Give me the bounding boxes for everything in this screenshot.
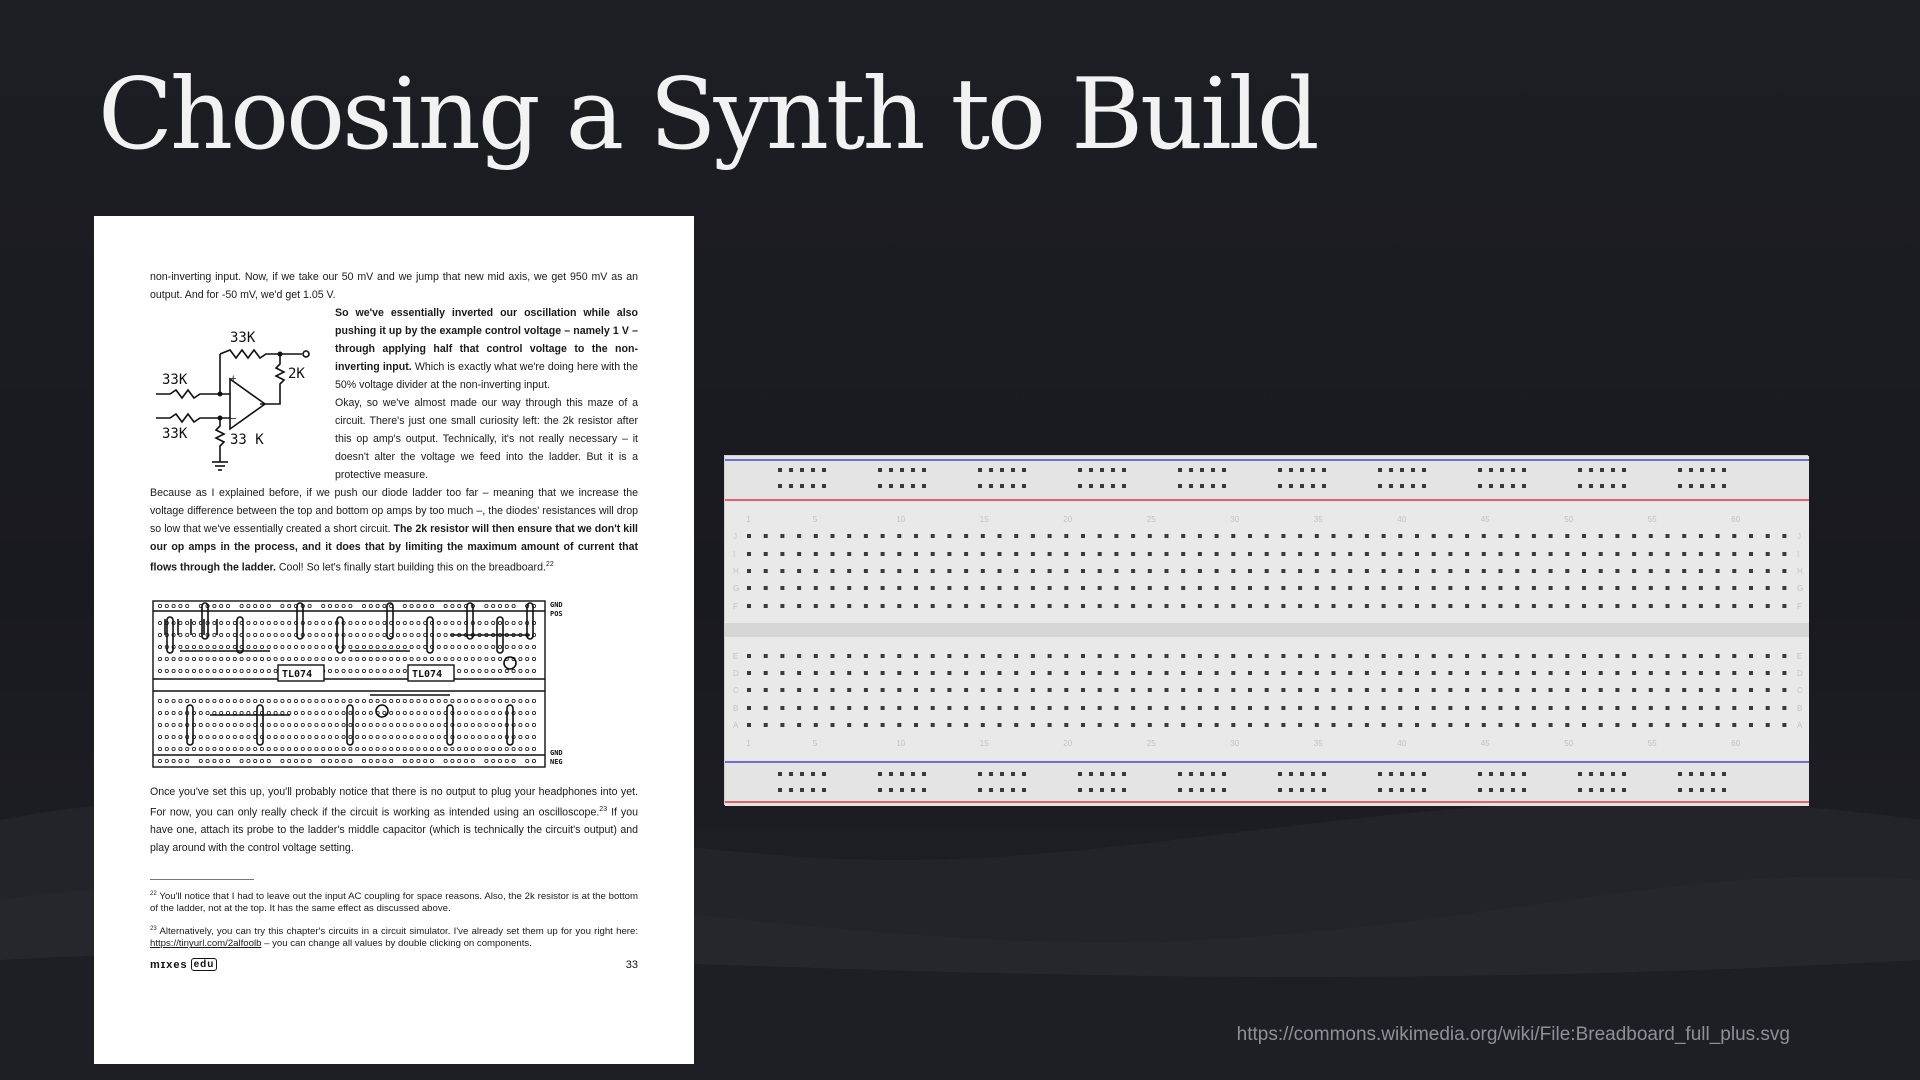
footnote-23: $^{23}$ Alternatively, you can try this chapter's circuits in a circuit simulator. I've already set them up for you right here: https://tinyurl.com/2alfoolb – you can change all values by double clicking on components. [150, 926, 638, 950]
column-number: 15 [979, 739, 989, 748]
simulator-link[interactable]: https://tinyurl.com/2alfoolb [150, 938, 262, 950]
footnote-22: $^{22}$ You'll notice that I had to leave out the input AC coupling for space reasons. Also, the 2k resistor is at the bottom of the ladder, not at the top. It has the same effect as discussed above. [150, 891, 638, 915]
para1-rest: Which is exactly what we're doing here with the 50% voltage divider at the non-inverting input. [335, 361, 638, 391]
column-number: 10 [896, 515, 906, 524]
row-letter: E [1797, 652, 1803, 661]
chip-label: TL074 [412, 668, 443, 680]
schematic-wrap [150, 304, 638, 484]
svg-text:+: + [230, 373, 237, 385]
column-number: 50 [1564, 739, 1574, 748]
column-number: 45 [1480, 515, 1490, 524]
row-letter: B [733, 704, 739, 713]
column-number: 10 [896, 739, 906, 748]
para2: Okay, so we've almost made our way through this maze of a circuit. There's just one small curiosity left: the 2k resistor after this op amp's output. Technically, it's not really necessary – it doesn't alter the voltage we feed into the ladder. But it is a protective measure. [335, 397, 638, 481]
rail-label-gnd: GND [550, 600, 563, 609]
footnote-ref-23: 23 [599, 805, 608, 813]
column-number: 40 [1397, 739, 1407, 748]
column-number: 55 [1647, 739, 1657, 748]
schematic-label: 33 K [230, 432, 264, 448]
row-letter: C [1797, 686, 1803, 695]
column-number: 60 [1731, 739, 1741, 748]
para4: Once you've set this up, you'll probably notice that there is no output to plug your headphones into yet. For now, you can only really check if the circuit is working as intended using an oscilloscope.$^{23}$ If you have one, attach its probe to the ladder's middle capacitor (which is technically the circuit's output) and play around with the control voltage setting. [150, 785, 639, 855]
svg-text:−: − [230, 413, 237, 425]
document-page [94, 216, 694, 1064]
column-number: 15 [979, 515, 989, 524]
schematic-label: 2K [288, 366, 305, 382]
op-amp-schematic [150, 304, 325, 484]
column-number: 5 [812, 515, 818, 524]
row-letter: F [1797, 602, 1802, 611]
column-number: 5 [812, 739, 818, 748]
column-number: 30 [1230, 739, 1240, 748]
row-letter: C [733, 686, 739, 695]
image-credit-url[interactable]: https://commons.wikimedia.org/wiki/File:Breadboard_full_plus.svg [1236, 1024, 1790, 1045]
breadboard-drawing [150, 595, 638, 775]
column-number: 25 [1146, 739, 1156, 748]
footnote-ref-22: 22 [545, 561, 554, 568]
schematic-label: 33K [230, 330, 256, 346]
row-letter: J [733, 532, 737, 541]
column-number: 30 [1230, 515, 1240, 524]
schematic-side-text [335, 304, 638, 484]
slide-title: Choosing a Synth to Build [98, 58, 1317, 172]
column-number: 35 [1313, 515, 1323, 524]
column-number: 60 [1731, 515, 1741, 524]
footnote-rule [150, 879, 254, 880]
para3: Because as I explained before, if we push our diode ladder too far – meaning that we increase the voltage difference between the top and bottom op amps by too much –, the diodes' resistances will drop so low that we've essentially created a short circuit. The 2k resistor will then ensure that we don't kill our op amps in the process, and it does that by limiting the maximum amount of current that flows through the ladder. Cool! So let's finally start building this on the breadboard.$^{22}$ [150, 487, 638, 574]
chip-label: TL074 [282, 668, 313, 680]
row-letter: I [1797, 550, 1800, 559]
brand-logo: mɪxes edu [150, 958, 217, 971]
row-letter: H [1797, 567, 1803, 576]
rail-label-neg: NEG [550, 757, 563, 766]
document-footer [150, 958, 638, 971]
row-letter: H [733, 567, 739, 576]
row-letter: D [1797, 669, 1803, 678]
schematic-label: 33K [162, 372, 188, 388]
row-letter: D [733, 669, 739, 678]
column-number: 1 [746, 515, 751, 524]
intro-paragraph: non-inverting input. Now, if we take our 50 mV and we jump that new mid axis, we get 950 mV as an output. And for -50 mV, we'd get 1.05 V. [150, 271, 638, 301]
row-letter: G [1797, 584, 1804, 593]
schematic-label: 33K [162, 426, 188, 442]
breadboard-image [724, 455, 1808, 805]
row-letter: A [1797, 721, 1803, 730]
column-number: 20 [1063, 739, 1073, 748]
row-letter: G [733, 584, 740, 593]
row-letter: E [733, 652, 739, 661]
column-number: 45 [1480, 739, 1490, 748]
document-body [150, 268, 638, 971]
column-number: 50 [1564, 515, 1574, 524]
row-letter: I [733, 550, 736, 559]
column-number: 20 [1063, 515, 1073, 524]
column-number: 55 [1647, 515, 1657, 524]
rail-label-pos: POS [550, 609, 563, 618]
rail-label-gnd: GND [550, 748, 563, 757]
row-letter: F [733, 602, 738, 611]
para1-bold: So we've essentially inverted our oscillation while also pushing it up by the example control voltage – namely 1 V – through applying half that control voltage to the non-inverting input. [335, 307, 638, 373]
column-number: 35 [1313, 739, 1323, 748]
column-number: 40 [1397, 515, 1407, 524]
column-number: 1 [746, 739, 751, 748]
row-letter: B [1797, 704, 1803, 713]
row-letter: A [733, 721, 739, 730]
page-number: 33 [625, 958, 638, 971]
column-number: 25 [1146, 515, 1156, 524]
row-letter: J [1797, 532, 1801, 541]
